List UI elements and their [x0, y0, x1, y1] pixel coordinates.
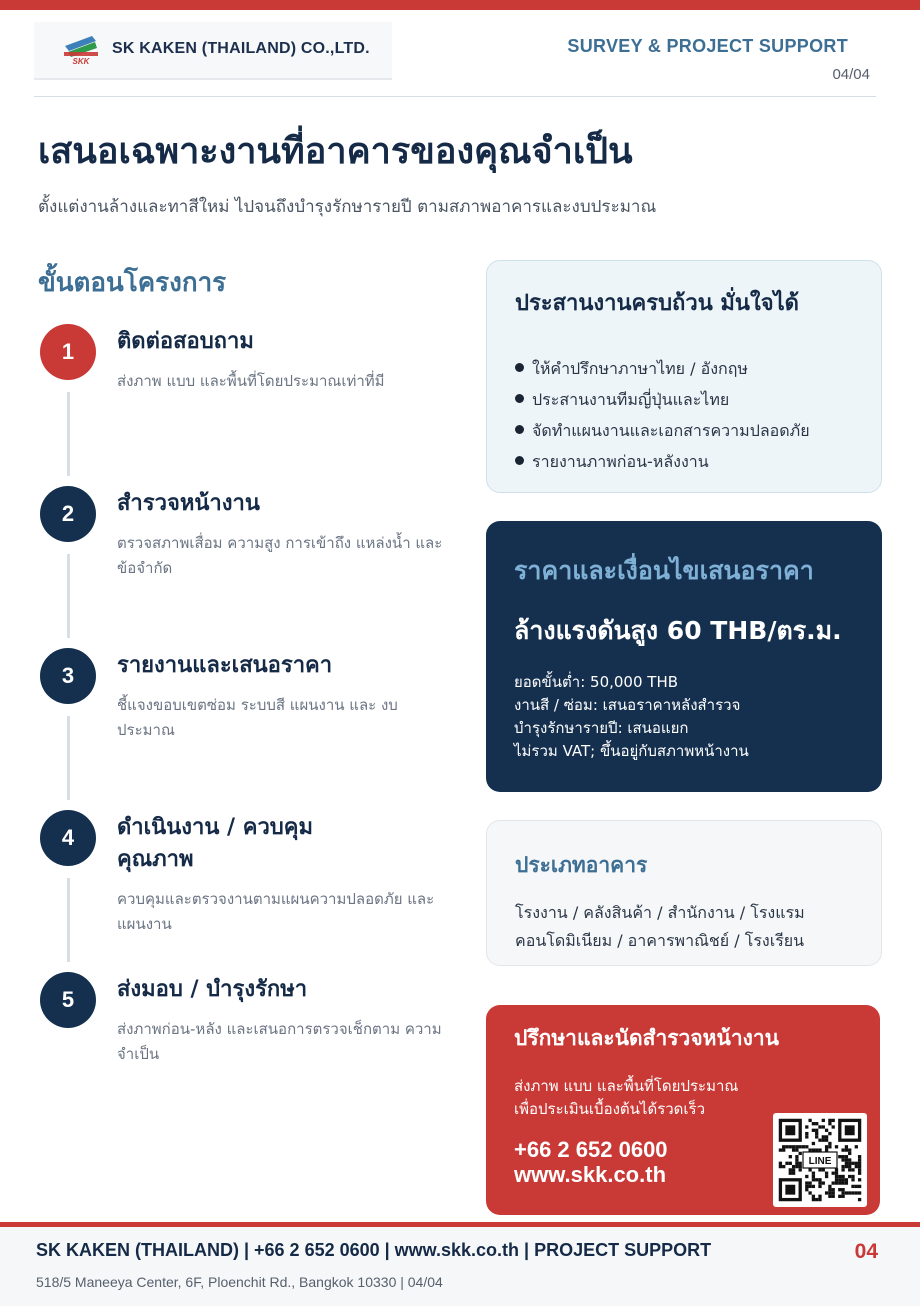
pricing-line: ยอดขั้นต่ำ: 50,000 THB — [514, 673, 679, 691]
step-title: รายงานและเสนอราคา — [117, 653, 333, 678]
step-number-badge: 1 — [40, 324, 96, 380]
footer-page-number: 04 — [854, 1240, 878, 1263]
coordination-list — [515, 353, 810, 477]
step-title: ส่งมอบ / บำรุงรักษา — [117, 977, 308, 1002]
step-number-badge: 4 — [40, 810, 96, 866]
building-types-line: คอนโดมิเนียม / อาคารพาณิชย์ / โรงเรียน — [515, 931, 805, 950]
company-name: SK KAKEN (THAILAND) CO.,LTD. — [112, 40, 370, 57]
logo-area — [34, 22, 392, 80]
skk-logo-icon — [62, 32, 100, 66]
steps-section-title: ขั้นตอนโครงการ — [38, 268, 227, 298]
step-description: ส่งภาพ แบบ และพื้นที่โดยประมาณเท่าที่มี — [117, 372, 385, 390]
bullet-icon — [515, 456, 524, 465]
qr-label: LINE — [808, 1156, 832, 1167]
step-number-badge: 2 — [40, 486, 96, 542]
list-item-text: ประสานงานทีมญี่ปุ่นและไทย — [532, 390, 730, 409]
list-item — [515, 353, 810, 384]
coordination-title: ประสานงานครบถ้วน มั่นใจได้ — [515, 291, 799, 316]
building-types-list — [515, 899, 805, 955]
consultation-text — [514, 1075, 738, 1121]
page-title: เสนอเฉพาะงานที่อาคารของคุณจำเป็น — [38, 131, 633, 172]
pricing-line: ไม่รวม VAT; ขึ้นอยู่กับสภาพหน้างาน — [514, 742, 749, 760]
step-description: ตรวจสภาพเสื่อม ความสูง การเข้าถึง แหล่งน้ำ และข้อจำกัด — [117, 534, 443, 577]
contact-block — [514, 1137, 668, 1187]
step-item — [40, 486, 460, 626]
website-link[interactable]: www.skk.co.th — [514, 1162, 667, 1187]
building-types-box — [486, 820, 882, 966]
list-item-text: จัดทำแผนงานและเอกสารความปลอดภัย — [532, 421, 810, 440]
consultation-box — [486, 1005, 880, 1215]
step-title: สำรวจหน้างาน — [117, 491, 260, 516]
step-item — [40, 972, 460, 1112]
consultation-line: เพื่อประเมินเบื้องต้นได้รวดเร็ว — [514, 1100, 706, 1118]
header-divider — [34, 96, 876, 97]
step-description: ชี้แจงขอบเขตซ่อม ระบบสี แผนงาน และ งบประมาณ — [117, 696, 398, 739]
consultation-title: ปรึกษาและนัดสำรวจหน้างาน — [514, 1026, 780, 1050]
footer-address: 518/5 Maneeya Center, 6F, Ploenchit Rd., Bangkok 10330 | 04/04 — [36, 1274, 443, 1290]
step-number-badge: 5 — [40, 972, 96, 1028]
phone-link[interactable]: +66 2 652 0600 — [514, 1137, 668, 1162]
list-item — [515, 384, 810, 415]
list-item — [515, 415, 810, 446]
building-types-title: ประเภทอาคาร — [515, 853, 648, 877]
step-item — [40, 324, 460, 464]
step-title: ติดต่อสอบถาม — [117, 329, 254, 354]
step-title: ดำเนินงาน / ควบคุม คุณภาพ — [117, 815, 313, 872]
page-subtitle: ตั้งแต่งานล้างและทาสีใหม่ ไปจนถึงบำรุงรักษารายปี ตามสภาพอาคารและงบประมาณ — [38, 197, 657, 217]
top-accent-bar — [0, 0, 920, 10]
logo-text: SKK — [72, 57, 90, 66]
page-number-top: 04/04 — [832, 66, 870, 83]
step-number-badge: 3 — [40, 648, 96, 704]
pricing-title: ราคาและเงื่อนไขเสนอราคา — [514, 556, 814, 585]
footer — [0, 1227, 920, 1306]
pricing-line: บำรุงรักษารายปี: เสนอแยก — [514, 719, 689, 737]
pricing-line: งานสี / ซ่อม: เสนอราคาหลังสำรวจ — [514, 696, 741, 714]
pricing-headline: ล้างแรงดันสูง 60 THB/ตร.ม. — [514, 616, 842, 645]
building-types-line: โรงงาน / คลังสินค้า / สำนักงาน / โรงแรม — [515, 903, 805, 922]
line-qr-code[interactable] — [773, 1113, 867, 1207]
list-item — [515, 446, 810, 477]
pricing-box — [486, 521, 882, 792]
coordination-box — [486, 260, 882, 493]
pricing-details — [514, 671, 749, 763]
bullet-icon — [515, 425, 524, 434]
qr-code-icon — [773, 1113, 867, 1207]
step-description: ส่งภาพก่อน-หลัง และเสนอการตรวจเช็กตาม ความจำเป็น — [117, 1020, 442, 1063]
step-description: ควบคุมและตรวจงานตามแผนความปลอดภัย และแผนงาน — [117, 890, 435, 933]
step-item — [40, 810, 460, 970]
list-item-text: รายงานภาพก่อน-หลังงาน — [532, 452, 709, 471]
bullet-icon — [515, 394, 524, 403]
footer-contact-line: SK KAKEN (THAILAND) | +66 2 652 0600 | www.skk.co.th | PROJECT SUPPORT — [36, 1240, 712, 1260]
consultation-line: ส่งภาพ แบบ และพื้นที่โดยประมาณ — [514, 1077, 739, 1095]
bullet-icon — [515, 363, 524, 372]
step-item — [40, 648, 460, 788]
list-item-text: ให้คำปรึกษาภาษาไทย / อังกฤษ — [532, 359, 748, 378]
document-label: SURVEY & PROJECT SUPPORT — [567, 36, 848, 56]
